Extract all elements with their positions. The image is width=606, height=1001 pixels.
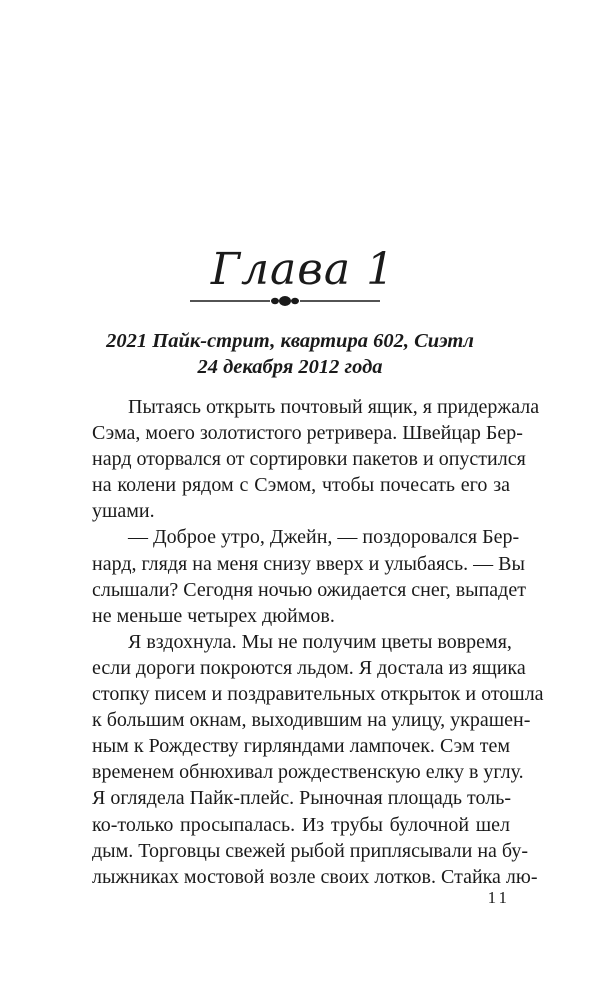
page-number: 11 (487, 888, 510, 907)
date-heading: 24 декабря 2012 года (197, 356, 383, 378)
chapter-title: Глава 1 (210, 244, 396, 295)
text-line: нард оторвался от сортировки пакетов и опустился (92, 448, 526, 471)
text-line: нард, глядя на меня снизу вверх и улыбаясь. — Вы (92, 552, 525, 575)
ornament-divider (190, 294, 380, 308)
text-line: ушами. (92, 500, 155, 523)
location-heading: 2021 Пайк-стрит, квартира 602, Сиэтл (106, 330, 474, 352)
text-line: дым. Торговцы свежей рыбой приплясывали на бу- (92, 839, 528, 862)
text-line: ным к Рождеству гирляндами лампочек. Сэм тем (92, 735, 510, 758)
text-line: Я оглядела Пайк-плейс. Рыночная площадь толь- (92, 787, 511, 810)
text-line: Пытаясь открыть почтовый ящик, я придержала (128, 396, 540, 418)
text-line: к большим окнам, выходившим на улицу, украшен- (92, 709, 531, 732)
text-line: временем обнюхивал рождественскую елку в углу. (92, 761, 524, 784)
text-line: Я вздохнула. Мы не получим цветы вовремя, (128, 630, 512, 653)
text-line: Сэма, моего золотистого ретривера. Швейцар Бер- (92, 422, 523, 445)
text-line: — Доброе утро, Джейн, — поздоровался Бер- (128, 526, 520, 549)
text-line: ко-только просыпалась. Из трубы булочной шел (92, 813, 510, 836)
text-line: не меньше четырех дюймов. (92, 604, 335, 627)
text-line: стопку писем и поздравительных открыток и отошла (92, 683, 544, 706)
text-line: слышали? Сегодня ночью ожидается снег, выпадет (92, 578, 526, 601)
body-text (92, 394, 544, 890)
text-line: на колени рядом с Сэмом, чтобы почесать его за (92, 474, 510, 497)
text-line: лыжниках мостовой возле своих лотков. Стайка лю- (92, 865, 538, 888)
text-line: если дороги покроются льдом. Я достала из ящика (92, 656, 526, 679)
